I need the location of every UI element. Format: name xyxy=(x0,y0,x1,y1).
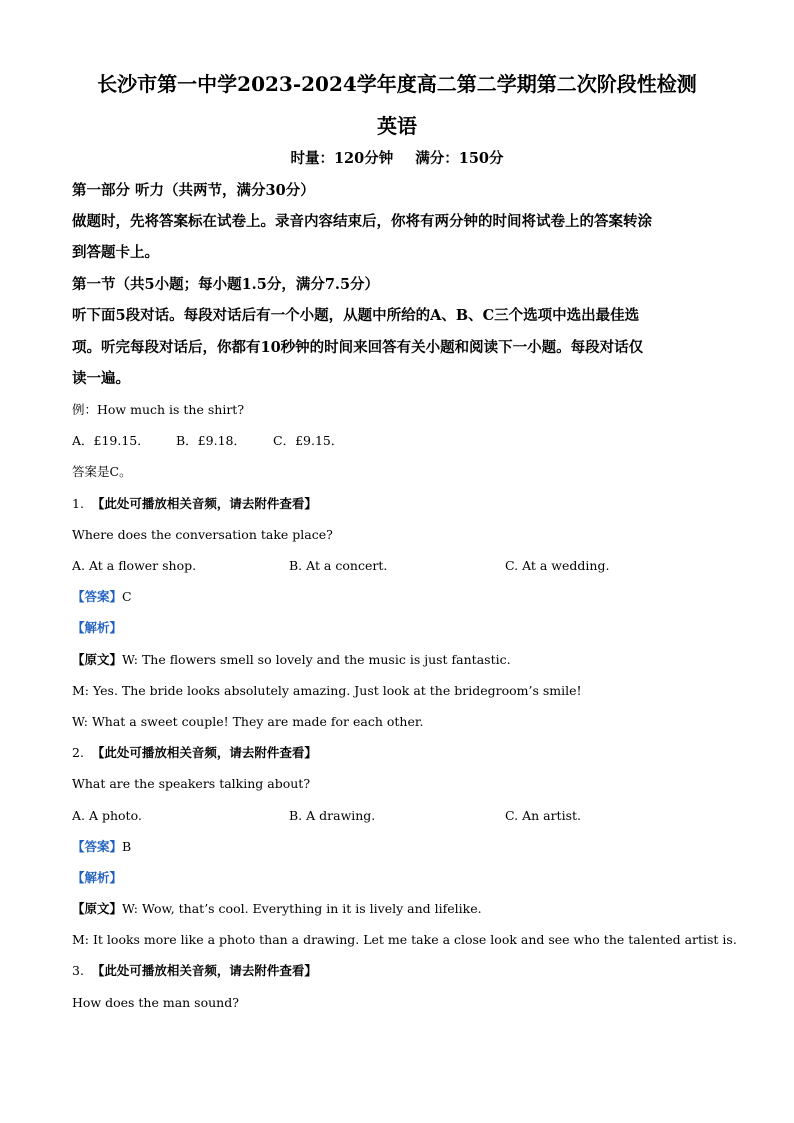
example-question: 例：How much is the shirt? xyxy=(72,402,245,417)
exam-title: 长沙市第一中学2023-2024学年度高二第二学期第二次阶段性检测 xyxy=(97,72,697,96)
part-instruction-line-1: 听下面5段对话。每段对话后有一个小题，从题中所给的A、B、C三个选项中选出最佳选 xyxy=(72,307,640,324)
question-2-option-a: A. A photo. xyxy=(72,808,142,823)
question-1-option-a: A. At a flower shop. xyxy=(72,558,197,573)
question-2-transcript-2: M: It looks more like a photo than a drawing. Let me take a close look and see who the talented artist is. xyxy=(72,932,737,947)
transcript-text: W: Wow, that’s cool. Everything in it is lively and lifelike. xyxy=(122,901,482,916)
question-1-text: Where does the conversation take place? xyxy=(72,527,333,542)
answer-value: B xyxy=(122,839,132,854)
question-1-transcript-1 xyxy=(72,652,511,668)
part-instruction-line-3: 读一遍。 xyxy=(72,370,130,387)
example-answer: 答案是C。 xyxy=(72,464,132,479)
example-option-b: B．£9.18． xyxy=(176,433,246,448)
subject-title: 英语 xyxy=(377,114,417,138)
audio-placeholder: 【此处可播放相关音频，请去附件查看】 xyxy=(91,745,317,760)
question-2-option-b: B. A drawing. xyxy=(289,808,376,823)
example-option-c: C．£9.15． xyxy=(273,433,344,448)
question-1-transcript-3: W: What a sweet couple! They are made for each other. xyxy=(72,714,424,729)
time-label: 时量：120分钟 xyxy=(290,150,394,167)
question-2-text: What are the speakers talking about? xyxy=(72,776,311,791)
analysis-label: 【解析】 xyxy=(72,620,123,635)
transcript-text: W: The flowers smell so lovely and the music is just fantastic. xyxy=(122,652,511,667)
transcript-label: 【原文】 xyxy=(72,901,123,916)
question-1-analysis xyxy=(72,620,122,636)
question-1-answer xyxy=(72,589,132,605)
part-heading: 第一节（共5小题；每小题1.5分，满分7.5分） xyxy=(72,276,380,293)
question-1-option-c: C. At a wedding. xyxy=(505,558,610,573)
question-number: 1. xyxy=(72,496,84,511)
answer-value: C xyxy=(122,589,132,604)
instruction-line-2: 到答题卡上。 xyxy=(72,244,159,261)
question-1-transcript-2: M: Yes. The bride looks absolutely amazing. Just look at the bridegroom’s smile! xyxy=(72,683,582,698)
section-heading: 第一部分 听力（共两节，满分30分） xyxy=(72,182,315,199)
score-label: 满分：150分 xyxy=(415,150,504,167)
question-3-header xyxy=(72,963,317,979)
question-2-header xyxy=(72,745,317,761)
audio-placeholder: 【此处可播放相关音频，请去附件查看】 xyxy=(91,963,317,978)
exam-info xyxy=(0,150,794,168)
audio-placeholder: 【此处可播放相关音频，请去附件查看】 xyxy=(91,496,317,511)
question-2-answer xyxy=(72,839,131,855)
question-number: 3. xyxy=(72,963,84,978)
question-2-analysis xyxy=(72,870,122,886)
instruction-line-1: 做题时，先将答案标在试卷上。录音内容结束后，你将有两分钟的时间将试卷上的答案转涂 xyxy=(72,213,652,230)
answer-label: 【答案】 xyxy=(72,839,123,854)
part-instruction-line-2: 项。听完每段对话后，你都有10秒钟的时间来回答有关小题和阅读下一小题。每段对话仅 xyxy=(72,339,644,356)
answer-label: 【答案】 xyxy=(72,589,123,604)
example-option-a: A．£19.15． xyxy=(72,433,150,448)
question-number: 2. xyxy=(72,745,84,760)
question-2-transcript-1 xyxy=(72,901,482,917)
transcript-label: 【原文】 xyxy=(72,652,123,667)
question-1-option-b: B. At a concert. xyxy=(289,558,388,573)
analysis-label: 【解析】 xyxy=(72,870,123,885)
question-2-option-c: C. An artist. xyxy=(505,808,581,823)
question-3-text: How does the man sound? xyxy=(72,995,239,1010)
question-1-header xyxy=(72,496,317,512)
